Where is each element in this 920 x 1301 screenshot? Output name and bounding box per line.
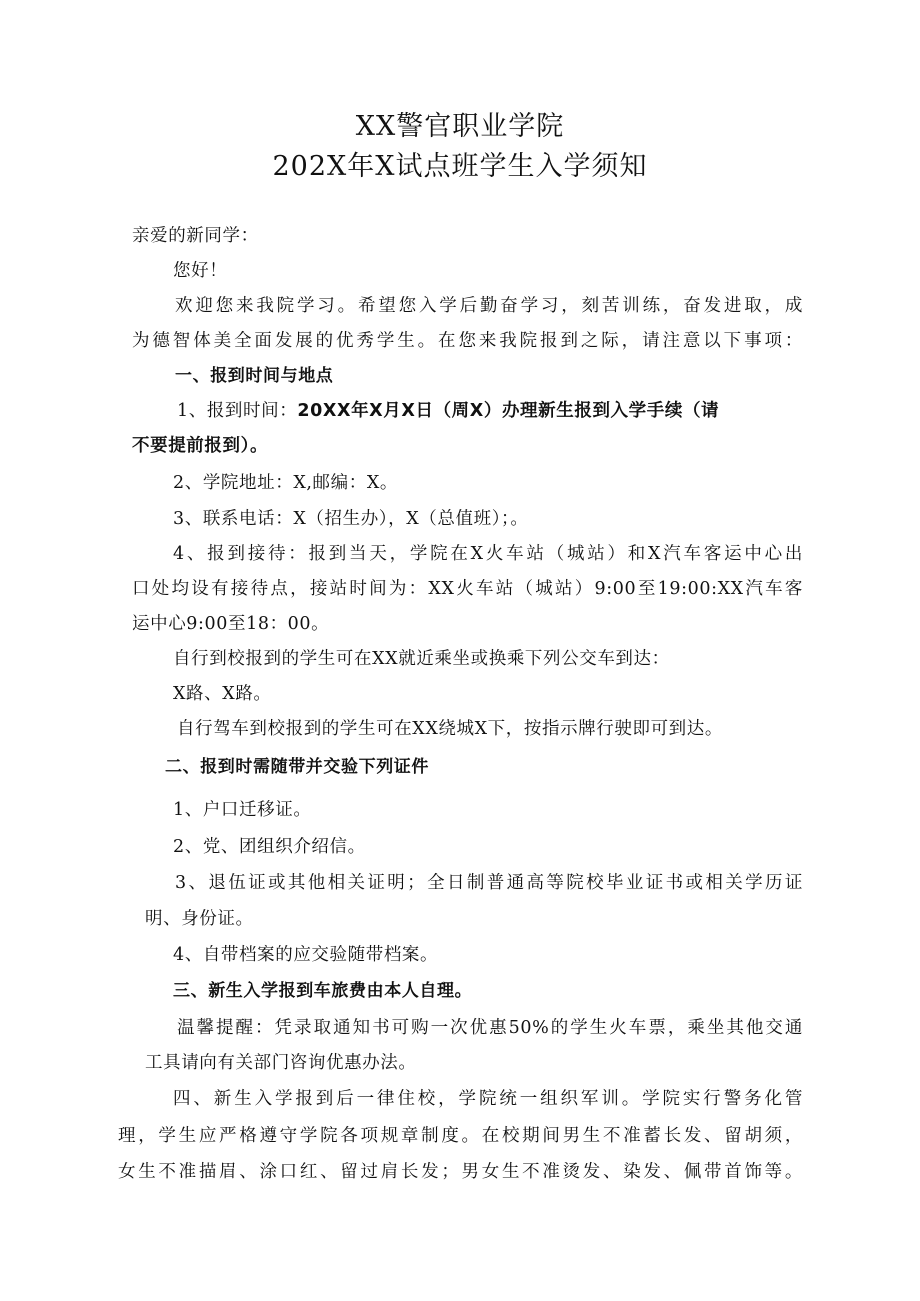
bus-info: 自行到校报到的学生可在XX就近乘坐或换乘下列公交车到达：	[173, 649, 670, 669]
section-2-item-3-line-2: 明、身份证。	[145, 909, 254, 929]
section-2-item-2: 2、党、团组织介绍信。	[173, 837, 366, 857]
item-1-prefix: 1、报到时间：	[177, 401, 298, 421]
section-4-line-3: 女生不准描眉、涂口红、留过肩长发；男女生不准烫发、染发、佩带首饰等。	[118, 1162, 803, 1182]
section-1-item-4-line-2: 口处均设有接待点，接站时间为：XX火车站（城站）9:00至19:00:XX汽车客	[132, 579, 803, 599]
section-4-line-2: 理，学生应严格遵守学院各项规章制度。在校期间男生不准蓄长发、留胡须，	[118, 1126, 803, 1146]
tip-line-2: 工具请向有关部门咨询优惠办法。	[145, 1053, 417, 1073]
bus-routes: X路、X路。	[173, 684, 272, 704]
section-1-item-2: 2、学院地址：X,邮编：X。	[173, 473, 399, 493]
document-title-notice: 202X年X试点班学生入学须知	[272, 151, 648, 182]
section-1-item-1-cont: 不要提前报到）。	[132, 436, 269, 456]
section-1-item-1	[177, 399, 719, 423]
intro-line-2: 为德智体美全面发展的优秀学生。在您来我院报到之际，请注意以下事项：	[132, 331, 803, 351]
hello: 您好！	[173, 261, 228, 281]
section-2-item-1: 1、户口迁移证。	[173, 800, 312, 820]
item-1-bold-text: 20XX年X月X日（周X）办理新生报到入学手续（请	[297, 401, 720, 421]
drive-info: 自行驾车到校报到的学生可在XX绕城X下，按指示牌行驶即可到达。	[177, 719, 723, 739]
intro-line-1: 欢迎您来我院学习。希望您入学后勤奋学习，刻苦训练，奋发进取，成	[175, 296, 803, 316]
section-4-line-1: 四、新生入学报到后一律住校，学院统一组织军训。学院实行警务化管	[173, 1089, 803, 1109]
section-3-heading: 三、新生入学报到车旅费由本人自理。	[173, 981, 473, 1001]
section-1-heading: 一、报到时间与地点	[175, 366, 334, 386]
section-2-heading: 二、报到时需随带并交验下列证件	[165, 757, 429, 777]
section-2-item-3-line-1: 3、退伍证或其他相关证明；全日制普通高等院校毕业证书或相关学历证	[175, 873, 803, 893]
section-1-item-4-line-1: 4、报到接待：报到当天，学院在X火车站（城站）和X汽车客运中心出	[173, 544, 803, 564]
tip-line-1: 温馨提醒：凭录取通知书可购一次优惠50%的学生火车票，乘坐其他交通	[177, 1018, 803, 1038]
document-title-school: XX警官职业学院	[355, 111, 565, 142]
section-1-item-3: 3、联系电话：X（招生办），X（总值班）；。	[173, 509, 529, 529]
section-2-item-4: 4、自带档案的应交验随带档案。	[173, 945, 439, 965]
section-1-item-4-line-3: 运中心9:00至18：00。	[132, 614, 330, 634]
greeting: 亲爱的新同学：	[132, 226, 259, 246]
